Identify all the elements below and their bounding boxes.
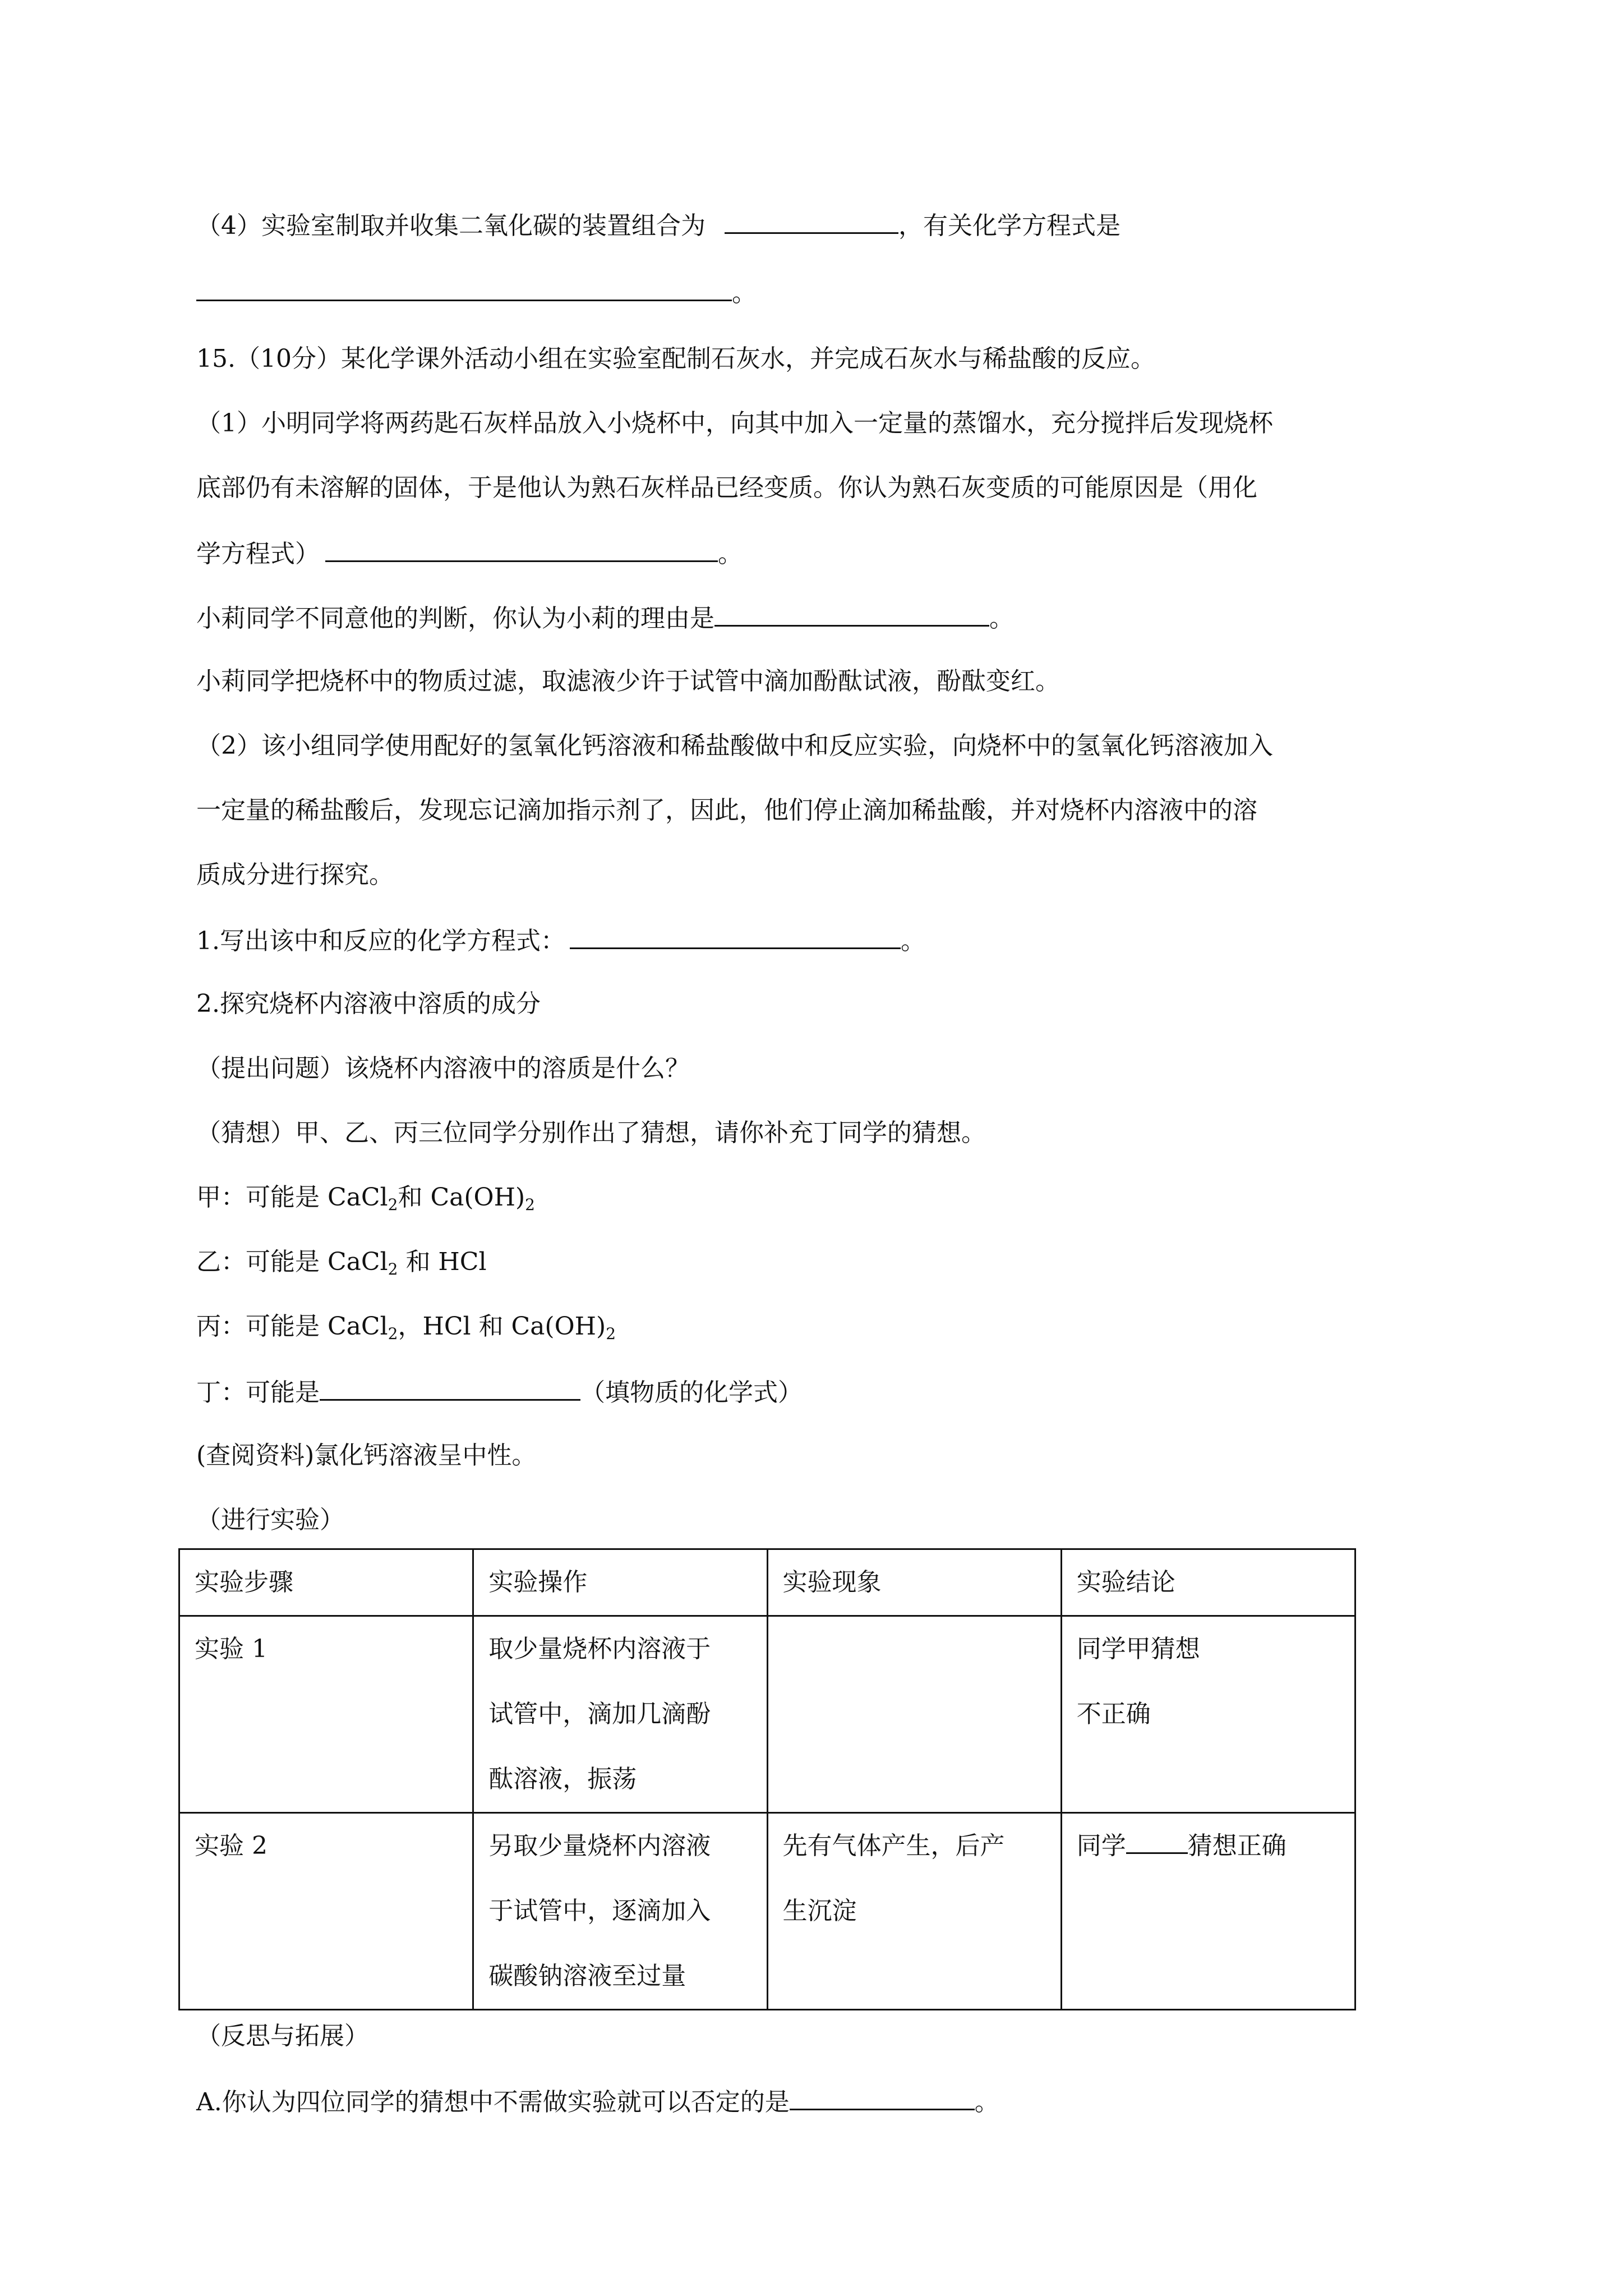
q4-answer-blank-2[interactable] <box>196 275 732 301</box>
q4-end: 。 <box>732 279 757 307</box>
table-cell-step: 实验 2 <box>179 1813 473 2010</box>
reflect-a-text: A.你认为四位同学的猜想中不需做实验就可以否定的是 <box>196 2088 790 2116</box>
q15-question: （提出问题）该烧杯内溶液中的溶质是什么？ <box>196 1054 690 1083</box>
q15-p4-line1: （2）该小组同学使用配好的氢氧化钙溶液和稀盐酸做中和反应实验，向烧杯中的氢氧化钙溶液加入 <box>196 731 1273 760</box>
table-header-cell: 实验现象 <box>767 1549 1061 1616</box>
q15-p3: 小莉同学把烧杯中的物质过滤，取滤液少许于试管中滴加酚酞试液，酚酞变红。 <box>196 667 1060 696</box>
guess-yi <box>196 1245 487 1279</box>
q15-guess: （猜想）甲、乙、丙三位同学分别作出了猜想，请你补充丁同学的猜想。 <box>196 1119 986 1147</box>
reflect-a-end: 。 <box>974 2088 999 2116</box>
guess-bing-text-a: 丙：可能是 CaCl <box>196 1312 388 1341</box>
table-header-cell: 实验操作 <box>473 1549 767 1616</box>
cell-line: 先有气体产生，后产 <box>782 1832 1005 1860</box>
cell-line: 同学甲猜想 <box>1076 1635 1200 1663</box>
q15-reflect-a <box>196 2084 999 2119</box>
q15-p2-text: 小莉同学不同意他的判断，你认为小莉的理由是 <box>196 604 714 633</box>
q15-equation-blank-2[interactable] <box>570 923 901 949</box>
table-cell-operation <box>473 1813 767 2010</box>
q15-p1-end: 。 <box>718 540 743 568</box>
q15-title: 15.（10分）某化学课外活动小组在实验室配制石灰水，并完成石灰水与稀盐酸的反应。 <box>196 344 1155 373</box>
q15-p2-end: 。 <box>989 604 1014 633</box>
q15-s1-text: 1.写出该中和反应的化学方程式： <box>196 927 565 955</box>
subscript: 2 <box>525 1195 535 1214</box>
subscript: 2 <box>388 1195 398 1214</box>
q4-line-2 <box>196 275 757 310</box>
guess-jia-text-b: 和 Ca(OH) <box>398 1183 525 1212</box>
q15-s1-end: 。 <box>900 927 925 955</box>
table-row <box>179 1813 1355 2010</box>
q4-line <box>196 208 1121 243</box>
q15-exp-title: （进行实验） <box>196 1506 344 1534</box>
reflect-a-blank[interactable] <box>790 2084 975 2110</box>
guess-jia <box>196 1181 535 1214</box>
q15-p2 <box>196 600 1014 636</box>
cell-line: 取少量烧杯内溶液于 <box>488 1635 711 1663</box>
guess-yi-text-b: 和 HCl <box>398 1248 487 1276</box>
guess-ding <box>196 1374 803 1410</box>
table-cell-step: 实验 1 <box>179 1616 473 1813</box>
table-cell-conclusion <box>1061 1616 1355 1813</box>
subscript: 2 <box>388 1260 398 1278</box>
subscript: 2 <box>388 1324 398 1343</box>
conclusion-text-b: 猜想正确 <box>1187 1832 1287 1860</box>
q15-p4-line2: 一定量的稀盐酸后，发现忘记滴加指示剂了，因此，他们停止滴加稀盐酸，并对烧杯内溶液中的溶 <box>196 796 1257 825</box>
table-header-row <box>179 1549 1355 1616</box>
q15-p1-line2: 底部仍有未溶解的固体，于是他认为熟石灰样品已经变质。你认为熟石灰变质的可能原因是（用化 <box>196 473 1257 502</box>
cell-line: 酞溶液，振荡 <box>488 1765 637 1793</box>
guess-ding-blank[interactable] <box>320 1374 580 1401</box>
cell-line: 于试管中，逐滴加入 <box>488 1897 711 1925</box>
guess-yi-text-a: 乙：可能是 CaCl <box>196 1248 388 1276</box>
table-cell-operation <box>473 1616 767 1813</box>
q15-p1-line3 <box>196 536 743 571</box>
table-row <box>179 1616 1355 1813</box>
guess-bing-text-b: ，HCl 和 Ca(OH) <box>398 1312 606 1341</box>
subscript: 2 <box>606 1324 616 1343</box>
table-cell-phenomenon <box>767 1813 1061 2010</box>
q15-p1-line3-text: 学方程式） <box>196 540 320 568</box>
q15-reflect: （反思与拓展） <box>196 2022 369 2050</box>
cell-line: 另取少量烧杯内溶液 <box>488 1832 711 1860</box>
cell-line: 不正确 <box>1076 1700 1151 1728</box>
cell-line: 碳酸钠溶液至过量 <box>488 1962 686 1990</box>
q4-text-a: （4）实验室制取并收集二氧化碳的装置组合为 <box>196 211 706 240</box>
q15-s2: 2.探究烧杯内溶液中溶质的成分 <box>196 990 541 1018</box>
cell-line: 生沉淀 <box>782 1897 857 1925</box>
guess-ding-text-a: 丁：可能是 <box>196 1378 320 1407</box>
q4-text-b: ，有关化学方程式是 <box>898 211 1121 240</box>
guess-ding-text-b: （填物质的化学式） <box>580 1378 803 1407</box>
table-header-cell: 实验结论 <box>1061 1549 1355 1616</box>
q15-equation-blank-1[interactable] <box>325 536 718 562</box>
q15-reason-blank[interactable] <box>714 600 989 627</box>
guess-bing <box>196 1310 616 1343</box>
conclusion-blank[interactable] <box>1126 1828 1188 1854</box>
q4-answer-blank-1[interactable] <box>725 208 898 234</box>
q15-s1 <box>196 923 925 958</box>
q15-p1-line1: （1）小明同学将两药匙石灰样品放入小烧杯中，向其中加入一定量的蒸馏水，充分搅拌后发现烧杯 <box>196 409 1273 438</box>
table-cell-conclusion <box>1061 1813 1355 2010</box>
guess-jia-text-a: 甲：可能是 CaCl <box>196 1183 388 1212</box>
q15-info: (查阅资料)氯化钙溶液呈中性。 <box>196 1441 537 1470</box>
cell-line: 试管中，滴加几滴酚 <box>488 1700 711 1728</box>
q15-p4-line3: 质成分进行探究。 <box>196 861 394 889</box>
table-cell-phenomenon[interactable] <box>767 1616 1061 1813</box>
table-header-cell: 实验步骤 <box>179 1549 473 1616</box>
conclusion-text-a: 同学 <box>1076 1832 1126 1860</box>
experiment-table <box>178 1548 1356 2010</box>
